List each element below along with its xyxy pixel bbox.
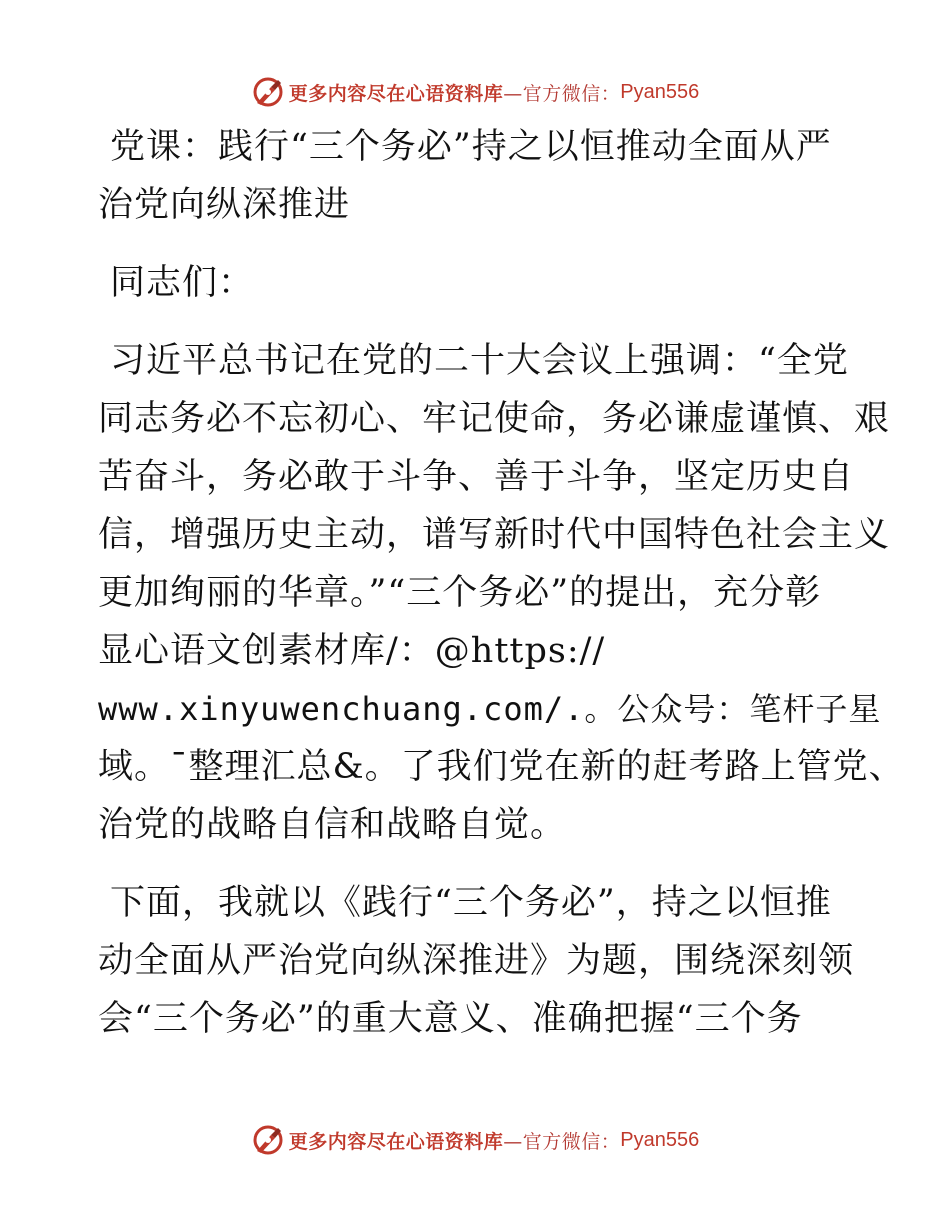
banner-title: 更多内容尽在心语资料库	[288, 1130, 504, 1153]
paragraph-line: 治党的战略自信和战略自觉。	[98, 805, 567, 845]
paragraph-line: 会“三个务必”的重大意义、准确把握“三个务	[98, 999, 803, 1039]
banner-wechat-label: —官方微信：	[503, 82, 621, 105]
paragraph-line: 显心语文创素材库/：@https://	[98, 631, 606, 671]
paragraph-1	[98, 332, 905, 854]
banner-wechat-label: —官方微信：	[503, 1130, 621, 1153]
paragraph-line: 苦奋斗，务必敢于斗争、善于斗争，坚定历史自	[98, 457, 855, 497]
paragraph-line: 信，增强历史主动，谱写新时代中国特色社会主义	[98, 515, 891, 555]
paragraph-line: 更加绚丽的华章。”“三个务必”的提出，充分彰	[98, 573, 822, 613]
pen-logo-icon	[251, 75, 285, 109]
pen-logo-icon	[251, 1123, 285, 1157]
document-title-line-1: 党课：践行“三个务必”持之以恒推动全面从严	[110, 127, 832, 167]
paragraph-line: 动全面从严治党向纵深推进》为题，围绕深刻领	[98, 941, 855, 981]
paragraph-line: 习近平总书记在党的二十大会议上强调：“全党	[110, 341, 849, 381]
header-banner	[0, 72, 950, 112]
salutation: 同志们：	[110, 263, 255, 303]
paragraph-line-url: www.xinyuwenchuang.com/.。公众号：笔杆子星	[98, 690, 882, 728]
paragraph-line: 同志务必不忘初心、牢记使命，务必谦虚谨慎、艰	[98, 399, 891, 439]
paragraph-line: 下面，我就以《践行“三个务必”，持之以恒推	[110, 883, 832, 923]
document-title-line-2: 治党向纵深推进	[98, 185, 351, 225]
paragraph-line: 域。¯整理汇总&。了我们党在新的赶考路上管党、	[98, 747, 905, 787]
footer-banner	[0, 1120, 950, 1160]
banner-wechat-id: Pyan556	[620, 80, 700, 103]
document-body	[98, 118, 905, 1048]
banner-wechat-id: Pyan556	[620, 1128, 700, 1151]
banner-title: 更多内容尽在心语资料库	[288, 82, 504, 105]
paragraph-2	[98, 874, 858, 1048]
